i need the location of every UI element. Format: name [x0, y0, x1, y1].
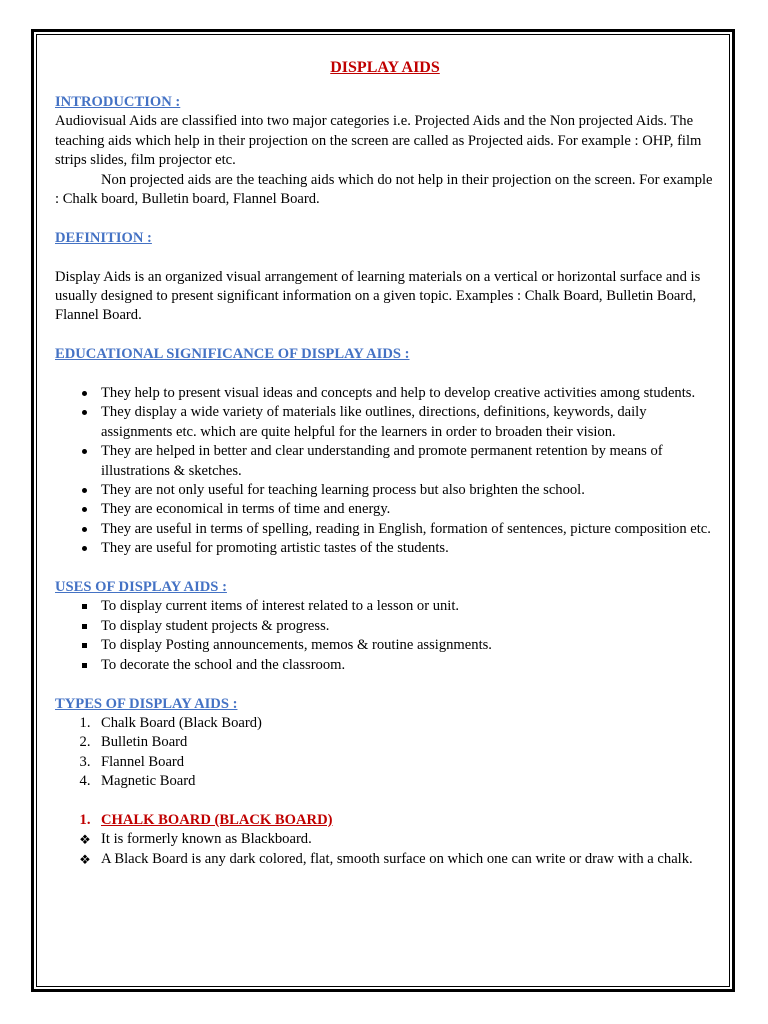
list-item: To display Posting announcements, memos & routine assignments. [101, 637, 492, 654]
list-item: They are helped in better and clear understanding and promote permanent retention by means of illustrations & sketches. [101, 443, 663, 479]
list-item: To decorate the school and the classroom. [101, 656, 346, 673]
list-item: They help to present visual ideas and concepts and help to develop creative activities among students. [101, 385, 696, 402]
list-item: 3. Flannel Board [79, 753, 185, 770]
list-item: They are useful for promoting artistic tastes of the students. [101, 540, 449, 557]
list-item: To display student projects & progress. [101, 617, 330, 634]
uses-heading: USES OF DISPLAY AIDS : [55, 579, 227, 596]
list-item: They are not only useful for teaching learning process but also brighten the school. [101, 482, 585, 499]
diamond-bullet-icon: ❖ [79, 851, 91, 867]
introduction-paragraph-2: Non projected aids are the teaching aids which do not help in their projection on the screen. For example : Chalk board, Bulletin board, Flannel Board. [55, 171, 713, 208]
chalk-board-section [55, 811, 715, 830]
list-item: They are useful in terms of spelling, reading in English, formation of sentences, picture composition etc. [101, 520, 711, 537]
chalk-board-list [55, 830, 715, 869]
diamond-bullet-icon: ❖ [79, 832, 91, 848]
significance-list [55, 384, 715, 559]
list-item: To display current items of interest related to a lesson or unit. [101, 598, 460, 615]
chalk-board-heading: 1. CHALK BOARD (BLACK BOARD) [79, 811, 333, 828]
list-item: 2. Bulletin Board [79, 734, 188, 751]
list-item: 1. Chalk Board (Black Board) [79, 714, 262, 731]
definition-heading: DEFINITION : [55, 229, 152, 246]
page-title: DISPLAY AIDS [330, 59, 440, 76]
introduction-paragraph-1: Audiovisual Aids are classified into two major categories i.e. Projected Aids and the Non projected Aids. The teaching aids which help in their projection on the screen are called as Projected aids. For example : OHP, film strips slides, film projector etc. [55, 113, 702, 169]
definition-text: Display Aids is an organized visual arrangement of learning materials on a vertical or horizontal surface and is usually designed to present significant information on a given topic. Examples : Chalk Board, Bulletin Board, Flannel Board. [55, 268, 701, 324]
list-item: 4. Magnetic Board [79, 773, 196, 790]
introduction-heading: INTRODUCTION : [55, 94, 181, 110]
types-heading: TYPES OF DISPLAY AIDS : [55, 695, 238, 712]
document-body [55, 58, 715, 869]
list-item: They are economical in terms of time and energy. [101, 501, 391, 518]
list-item: They display a wide variety of materials like outlines, directions, definitions, keywords, daily assignments etc. which are quite helpful for the learners in order to broaden their vision. [101, 404, 647, 440]
list-item: ❖ A Black Board is any dark colored, flat, smooth surface on which one can write or draw with a chalk. [55, 850, 715, 869]
list-item: ❖ It is formerly known as Blackboard. [55, 830, 715, 849]
uses-list [55, 597, 715, 675]
types-list [55, 714, 715, 792]
significance-heading: EDUCATIONAL SIGNIFICANCE OF DISPLAY AIDS : [55, 346, 410, 363]
